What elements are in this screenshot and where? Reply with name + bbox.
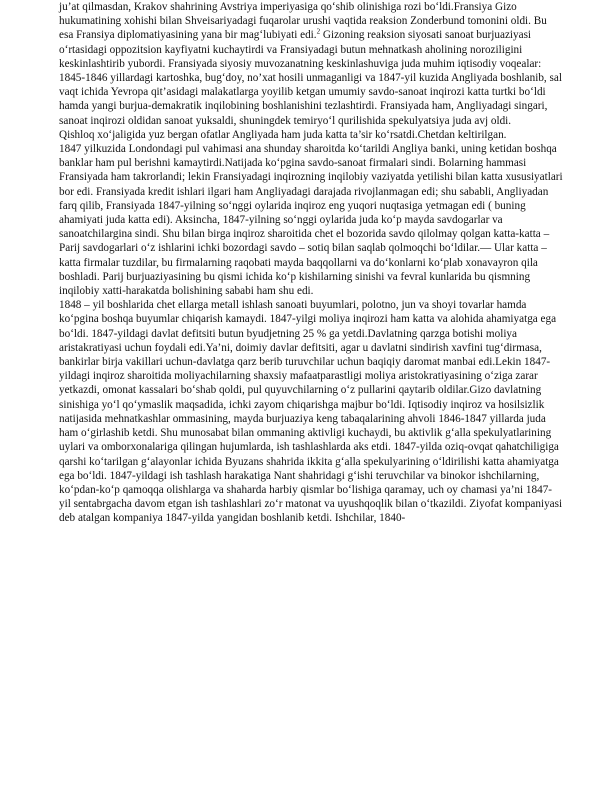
- paragraph-4: 1848 – yil boshlarida chet ellarga metall ishlash sanoati buyumlari, polotno, jun va shoyi tovarlar hamda ko‘pgina boshqa buyumlar chiqarish kamaydi. 1847-yilgi moliya inqirozi ham katta va alohida ahamiyatga ega bo‘ldi. 1847-yildagi davlat defitsiti butun byudjetning 25 % ga yetdi.Davlatning qarzga botishi moliya aristakratiyasi uchun foydali edi.Ya’ni, doimiy davlar defitsiti, agar u davlatni sindirish xavfini tug‘dirmasa, bankirlar birja vakillari uchun-davlatga qarz berib turuvchilar uchun baqiqiy daromat manbai edi.Lekin 1847-yildagi inqiroz sharoitida moliyachilarning shaxsiy mafaatparastligi moliya aristokratiyasining o‘ziga zarar yetkazdi, omonat kassalari bo‘shab qoldi, pul quyuvchilarning o‘z pullarini qaytarib oldilar.Gizo davlatning sinishiga yo‘l qo‘ymaslik maqsadida, ichki zayom chiqarishga majbur bo‘ldi. Iqtisodiy inqiroz va hosilsizlik natijasida mehnatkashlar ommasining, mayda burjuaziya keng tabaqalarining ahvoli 1846-1847 yillarda juda ham o‘girlashib ketdi. Shu munosabat bilan ommaning aktivligi kuchaydi, bu aktivlik g‘alla spekulyatlarining uylari va omborxonalariga qilingan hujumlarda, ish tashlashlarda aks etdi. 1847-yilda oziq-ovqat qahatchiligiga qarshi ko‘tarilgan g‘alayonlar ichida Byuzans shahrida ikkita g‘alla spekulyarining o‘ldirilishi katta ahamiyatga ega bo‘ldi. 1847-yildagi ish tashlash harakatiga Nant shahridagi g‘ishi teruvchilar va binokor ishchilarning, ko‘pdan-ko‘p qamoqqa olishlarga va shaharda harbiy qismlar bo‘lishiga qaramay, uch oy chamasi ya’ni 1847-yil sentabrgacha davom etgan ish tashlashlari zo‘r matonat va uyushqoqlik bilan o‘tkazildi. Ziyofat kompaniyasi deb atalgan kompaniya 1847-yilda yangidan boshlanib ketdi. Ishchilar, 1840-: [59, 299, 563, 525]
- paragraph-2: Qishloq xo‘jaligida yuz bergan ofatlar Angliyada ham juda katta ta’sir ko‘rsatdi.Chetdan keltirilgan.: [59, 128, 507, 141]
- paragraph-1: [59, 0, 563, 128]
- paragraph-1-text: ju’at qilmasdan, Krakov shahrining Avstriya imperiyasiga qo‘shib olinishiga rozi bo‘ldi.Fransiya Gizo hukumatining xohishi bilan Shveisariyadagi fuqarolar urushi vaqtida reaksion Zonderbund tomonini oldi. Bu esa Fransiya diplomatiyasining yana bir mag‘lubiyati edi.: [59, 1, 547, 42]
- footnote-marker[interactable]: 2: [316, 27, 321, 36]
- document-page: [59, 0, 563, 526]
- paragraph-1-continuation: Gizoning reaksion siyosati sanoat burjuaziyasi o‘rtasidagi oppozitsion kayfiyatni kuchaytirdi va Fransiyadagi butun mehnatkash aholining noroziligini keskinlashtirib yubordi. Fransiyada siyosiy muvozanatning keskinlashuviga juda muhim iqtisodiy voqealar: 1845-1846 yillardagi kartoshka, bug‘doy, no’xat hosili unmaganligi va 1847-yil kuzida Angliyada boshlanib, sal vaqt ichida Yevropa qit’asidagi malakatlarga yoyilib ketgan umumiy savdo-sanoat inqirozi katta turtki bo‘ldi hamda yangi burjua-demakratik inqilobining boshlanishini tezlashtirdi. Fransiyada ham, Angliyadagi singari, sanoat inqirozi oldidan sanoat yuksaldi, shuningdek temiryo‘l qurilishida spekulyatsiya juda avj oldi.: [59, 29, 562, 127]
- paragraph-3: 1847 yilkuzida Londondagi pul vahimasi ana shunday sharoitda ko‘tarildi Angliya banki, uning ketidan boshqa banklar ham pul berishni kamaytirdi.Natijada ko‘pgina savdo-sanoat firmalari sindi. Bolarning hammasi Fransiyada ham takrorlandi; lekin Fransiyadagi inqirozning inqilobiy vaziyatda yetilishi bilan katta xususiyatlari bor edi. Fransiyada kredit ishlari ilgari ham Angliyadagi darajada rivojlanmagan edi; shu sababli, Angliyadan farq qilib, Fransiyada 1847-yilning so‘nggi oylarida inqiroz eng yuqori nuqtasiga yetmagan edi ( buning ahamiyati juda katta edi). Aksincha, 1847-yilning so‘nggi oylarida juda ko‘p mayda savdogarlar va sanoatchilargina sindi. Shu bilan birga inqiroz sharoitida chet el bozorida savdo qilolmay qolgan katta-katta –Parij savdogarlari o‘z ishlarini ichki bozordagi savdo – sotiq bilan saqlab qolmoqchi bo‘ldilar.— Ular katta – katta firmalar tuzdilar, bu firmalarning raqobati mayda baqqollarni va do‘konlarni ko‘plab xonavayron qila boshladi. Parij burjuaziyasining bu qismi ichida ko‘p kishilarning sinishi va fevral kunlarida bu qismning inqilobiy xatti-harakatda bolishining sababi ham shu edi.: [59, 143, 563, 298]
